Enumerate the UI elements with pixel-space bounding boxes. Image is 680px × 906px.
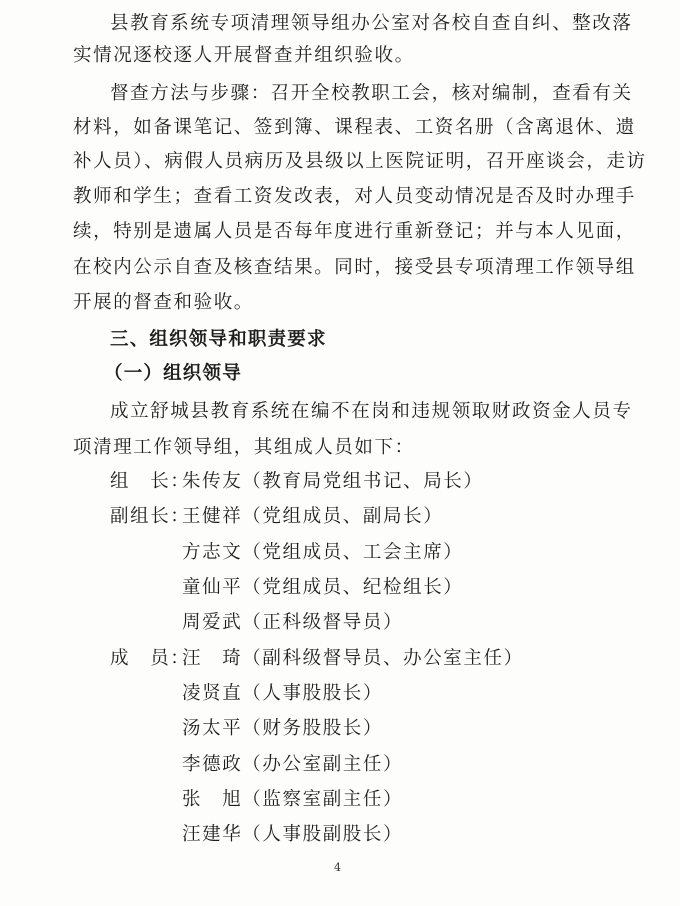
member-entry: 凌贤直（人事股股长） [182,683,384,704]
paragraph-line: 在校内公示自查及核查结果。同时，接受县专项清理工作领导组 [73,257,636,278]
paragraph-line: 教师和学生；查看工资发改表，对人员变动情况是否及时办理手 [73,186,636,207]
leader-label: 组 长： [110,471,191,492]
subsection-heading: （一）组织领导 [104,363,242,384]
member-entry: 张 旭（监察室副主任） [182,789,404,810]
member-entry: 汤太平（财务股股长） [182,718,384,739]
paragraph-line: 开展的督查和验收。 [73,292,254,313]
member-entry: 汪建华（人事股副股长） [182,824,404,845]
member-entry: 汪 琦（副科级督导员、办公室主任） [182,648,524,669]
paragraph-line: 实情况逐校逐人开展督查并组织验收。 [73,45,415,66]
members-label: 成 员： [110,648,191,669]
paragraph-line: 督查方法与步骤：召开全校教职工会，核对编制，查看有关 [110,83,633,104]
paragraph-line: 续，特别是遗属人员是否每年度进行重新登记；并与本人见面， [73,221,636,242]
deputy-label: 副组长： [110,506,191,527]
paragraph-line: 材料，如备课笔记、签到簿、课程表、工资名册（含离退休、遗 [73,117,636,138]
paragraph-line: 项清理工作领导组，其组成人员如下： [73,437,415,458]
paragraph-line: 成立舒城县教育系统在编不在岗和违规领取财政资金人员专 [110,401,633,422]
section-heading: 三、组织领导和职责要求 [110,329,327,350]
deputy-entry: 王健祥（党组成员、副局长） [182,506,444,527]
deputy-entry: 方志文（党组成员、工会主席） [182,542,464,563]
member-entry: 李德政（办公室副主任） [182,754,404,775]
paragraph-line: 县教育系统专项清理领导组办公室对各校自查自纠、整改落 [110,13,633,34]
deputy-entry: 童仙平（党组成员、纪检组长） [182,577,464,598]
leader-entry: 朱传友（教育局党组书记、局长） [182,471,484,492]
page-number: 4 [334,861,341,874]
deputy-entry: 周爱武（正科级督导员） [182,612,404,633]
paragraph-line: 补人员）、病假人员病历及县级以上医院证明，召开座谈会，走访 [73,151,647,172]
